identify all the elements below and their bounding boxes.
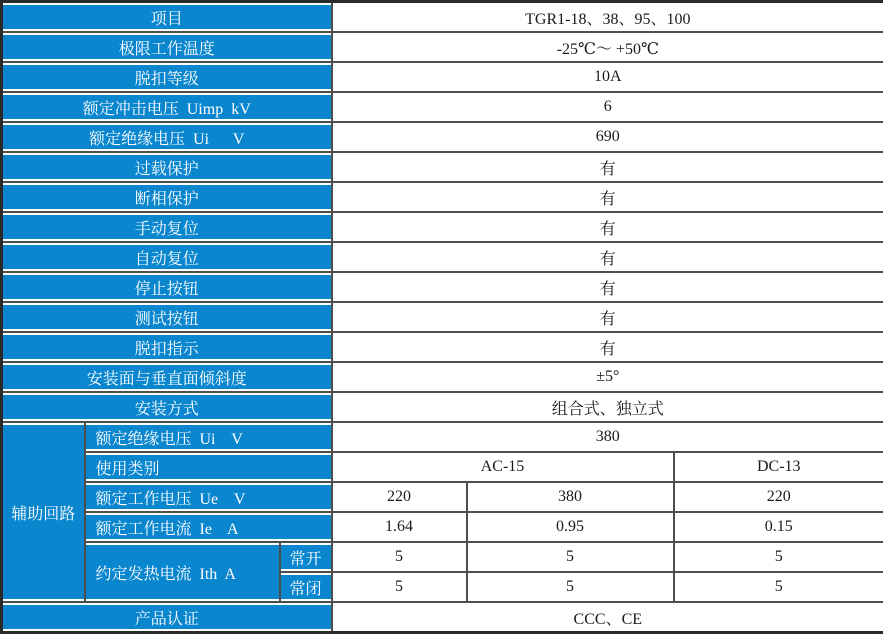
spec-value-auto-reset: 有 xyxy=(332,242,883,272)
aux-label-rated-voltage: 额定工作电压 Ue V xyxy=(85,482,332,512)
aux-value-current-2: 0.15 xyxy=(674,512,883,542)
table-row xyxy=(2,302,883,332)
spec-label-certification: 产品认证 xyxy=(2,602,332,633)
table-row xyxy=(2,32,883,62)
aux-value-voltage-2: 220 xyxy=(674,482,883,512)
aux-group-label: 辅助回路 xyxy=(2,422,85,602)
table-row xyxy=(2,92,883,122)
aux-label-insulation-voltage: 额定绝缘电压 Ui V xyxy=(85,422,332,452)
spec-label-insulation-voltage: 额定绝缘电压 Ui V xyxy=(2,122,332,152)
spec-label-overload-protection: 过载保护 xyxy=(2,152,332,182)
aux-value-current-1: 0.95 xyxy=(467,512,674,542)
spec-label-impulse-voltage: 额定冲击电压 Uimp kV xyxy=(2,92,332,122)
spec-value-trip-indication: 有 xyxy=(332,332,883,362)
spec-value-phase-failure-protection: 有 xyxy=(332,182,883,212)
spec-value-impulse-voltage: 6 xyxy=(332,92,883,122)
aux-label-thermal-current: 约定发热电流 Ith A xyxy=(85,542,280,602)
table-row xyxy=(2,602,883,633)
spec-value-insulation-voltage: 690 xyxy=(332,122,883,152)
spec-value-overload-protection: 有 xyxy=(332,152,883,182)
table-row xyxy=(2,512,883,542)
aux-value-voltage-1: 380 xyxy=(467,482,674,512)
spec-label-mounting-type: 安装方式 xyxy=(2,392,332,422)
spec-value-mounting-type: 组合式、独立式 xyxy=(332,392,883,422)
table-row xyxy=(2,212,883,242)
table-row xyxy=(2,542,883,572)
table-row xyxy=(2,332,883,362)
spec-label-trip-class: 脱扣等级 xyxy=(2,62,332,92)
spec-label-test-button: 测试按钮 xyxy=(2,302,332,332)
aux-label-normally-closed: 常闭 xyxy=(280,572,332,602)
table-row xyxy=(2,182,883,212)
aux-value-category-dc: DC-13 xyxy=(674,452,883,482)
aux-value-nc-2: 5 xyxy=(674,572,883,602)
table-row xyxy=(2,62,883,92)
aux-label-usage-category: 使用类别 xyxy=(85,452,332,482)
aux-value-no-0: 5 xyxy=(332,542,467,572)
aux-label-normally-open: 常开 xyxy=(280,542,332,572)
table-row xyxy=(2,152,883,182)
spec-label-temp-range: 极限工作温度 xyxy=(2,32,332,62)
spec-value-manual-reset: 有 xyxy=(332,212,883,242)
aux-value-category-ac: AC-15 xyxy=(332,452,674,482)
table-row xyxy=(2,122,883,152)
table-row xyxy=(2,2,883,33)
aux-value-current-0: 1.64 xyxy=(332,512,467,542)
spec-label-stop-button: 停止按钮 xyxy=(2,272,332,302)
spec-label-mounting-tilt: 安装面与垂直面倾斜度 xyxy=(2,362,332,392)
aux-value-nc-0: 5 xyxy=(332,572,467,602)
spec-value-stop-button: 有 xyxy=(332,272,883,302)
table-row xyxy=(2,482,883,512)
table-row xyxy=(2,452,883,482)
spec-label-trip-indication: 脱扣指示 xyxy=(2,332,332,362)
spec-label-auto-reset: 自动复位 xyxy=(2,242,332,272)
aux-value-no-1: 5 xyxy=(467,542,674,572)
spec-value-certification: CCC、CE xyxy=(332,602,883,633)
spec-label-item: 项目 xyxy=(2,2,332,33)
spec-label-phase-failure-protection: 断相保护 xyxy=(2,182,332,212)
spec-value-trip-class: 10A xyxy=(332,62,883,92)
spec-value-item: TGR1-18、38、95、100 xyxy=(332,2,883,33)
aux-label-rated-current: 额定工作电流 Ie A xyxy=(85,512,332,542)
aux-value-nc-1: 5 xyxy=(467,572,674,602)
aux-value-insulation-voltage: 380 xyxy=(332,422,883,452)
table-row xyxy=(2,392,883,422)
table-row xyxy=(2,272,883,302)
aux-value-no-2: 5 xyxy=(674,542,883,572)
spec-value-mounting-tilt: ±5° xyxy=(332,362,883,392)
table-row xyxy=(2,422,883,452)
table-row xyxy=(2,242,883,272)
spec-value-test-button: 有 xyxy=(332,302,883,332)
aux-value-voltage-0: 220 xyxy=(332,482,467,512)
spec-value-temp-range: -25℃～ +50℃ xyxy=(332,32,883,62)
spec-label-manual-reset: 手动复位 xyxy=(2,212,332,242)
table-row xyxy=(2,362,883,392)
